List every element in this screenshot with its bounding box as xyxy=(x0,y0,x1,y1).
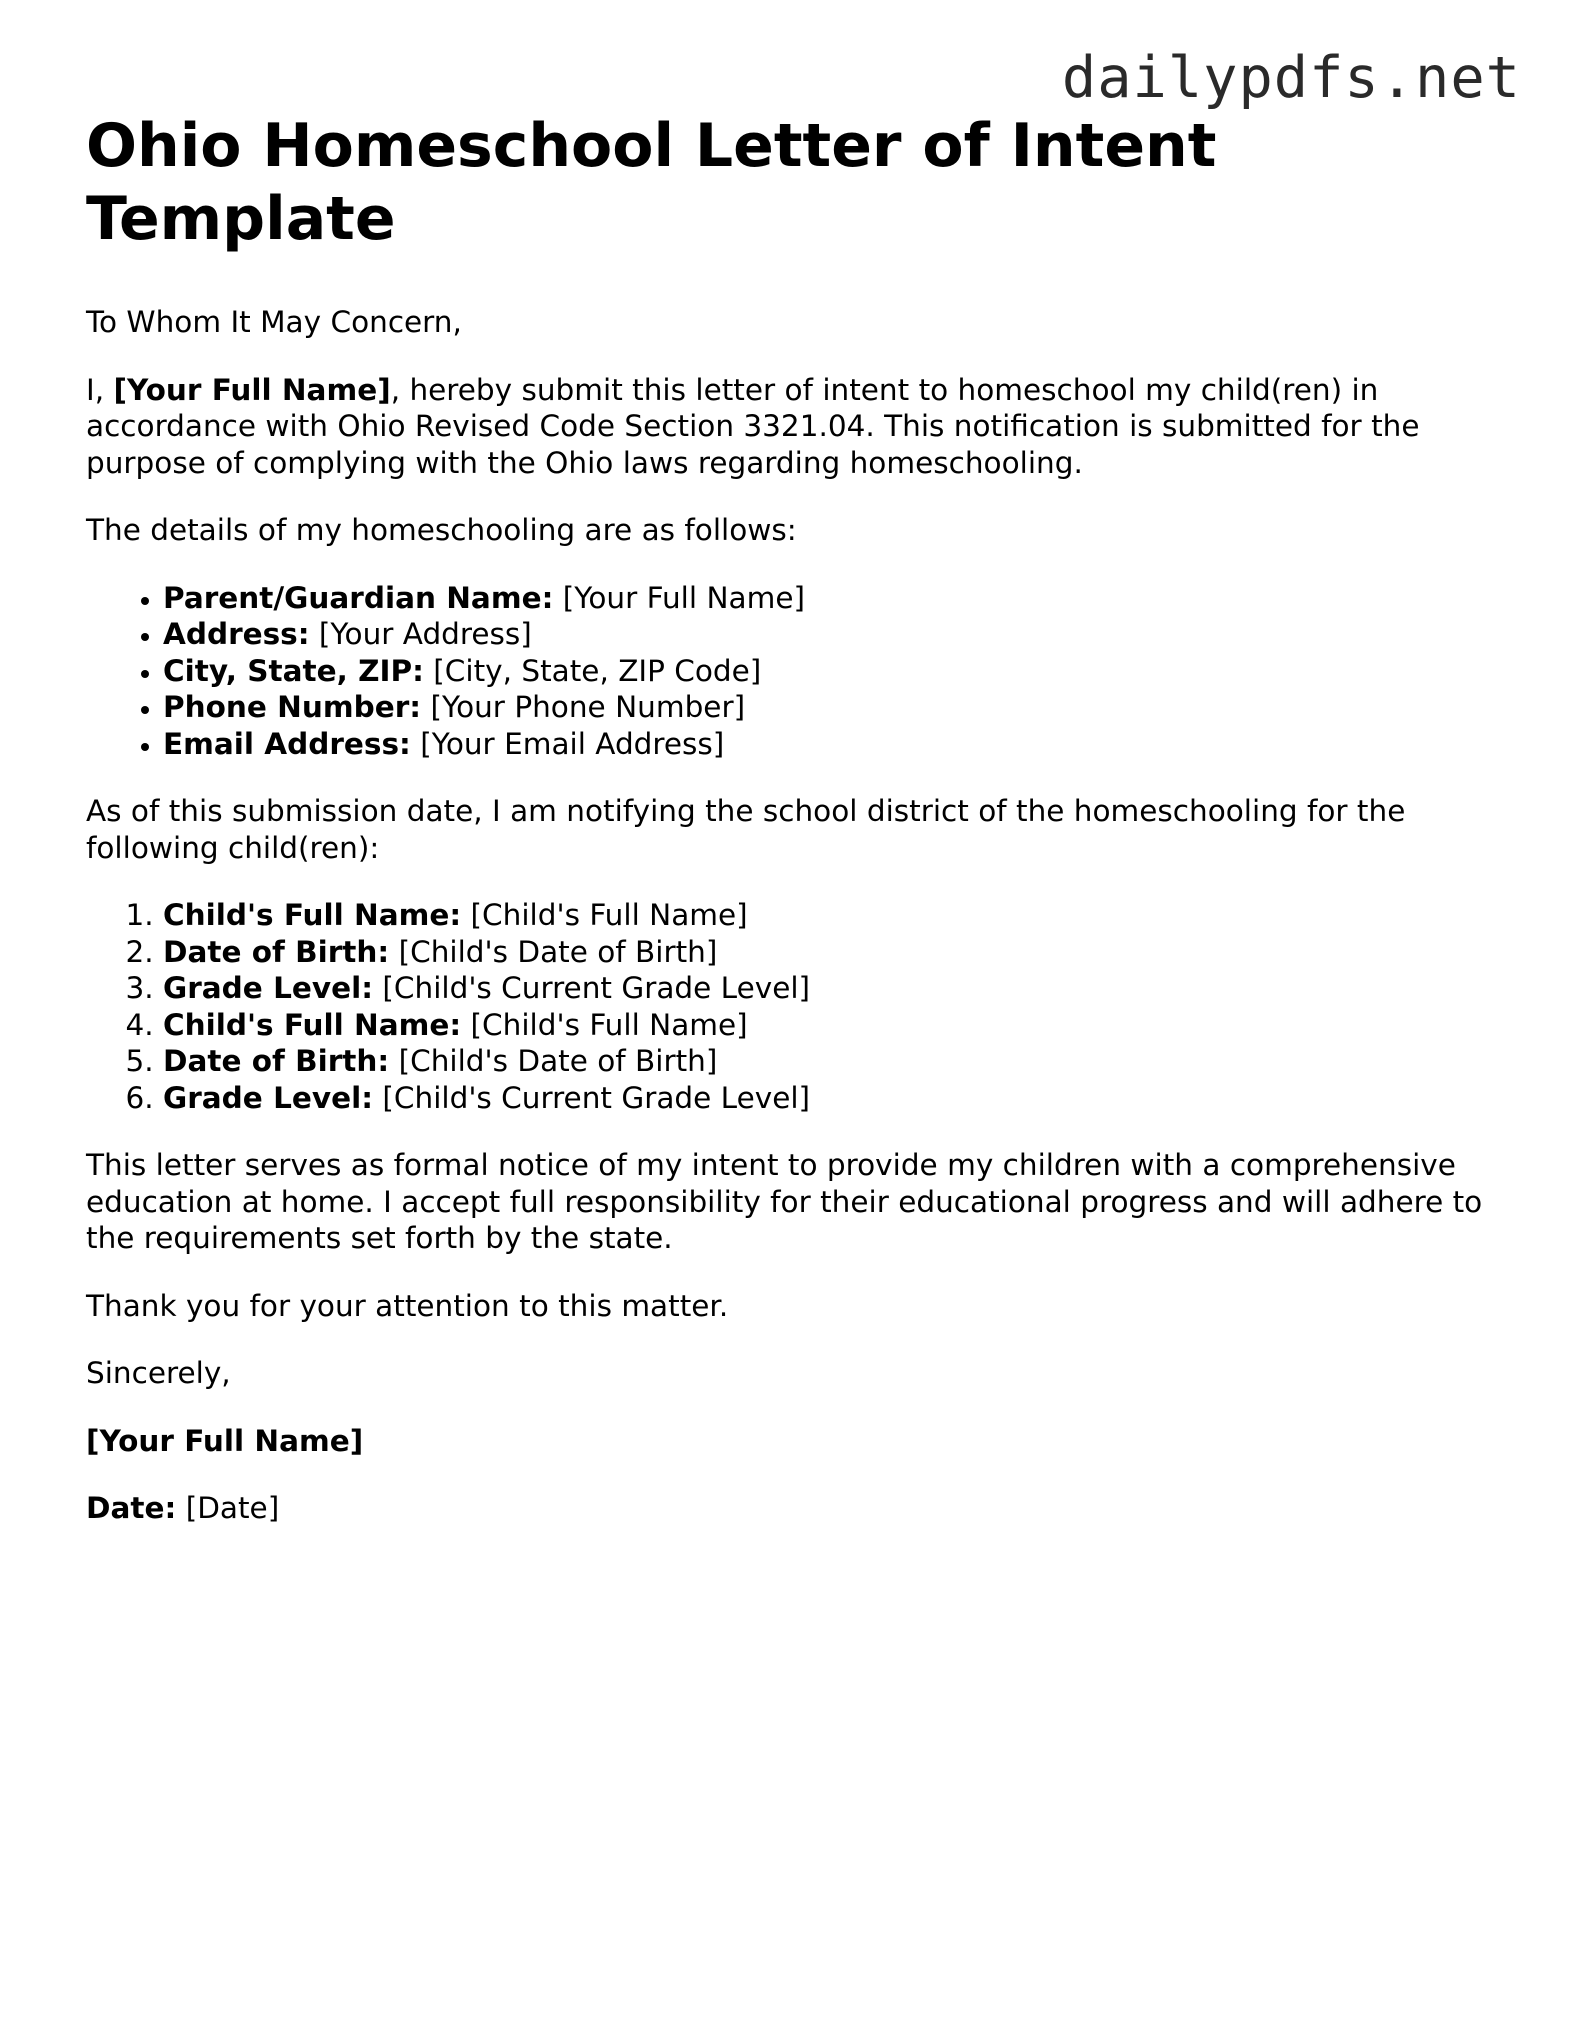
intro-paragraph xyxy=(86,372,1506,482)
detail-label: Phone Number: xyxy=(163,690,422,724)
detail-label: Address: xyxy=(163,617,310,651)
child-value: [Child's Date of Birth] xyxy=(389,1044,718,1078)
list-item-parent-name xyxy=(163,580,1506,617)
child-value: [Child's Current Grade Level] xyxy=(373,1080,811,1115)
notice-paragraph: This letter serves as formal notice of my intent to provide my children with a comprehensive education at home. I accept full responsibility for their educational progress and will adhere to the requirements set forth by the state. xyxy=(86,1148,1483,1255)
detail-value: [Your Email Address] xyxy=(410,726,725,761)
signature-placeholder xyxy=(86,1423,1506,1460)
date-label: Date: xyxy=(86,1491,177,1525)
list-item-child-grade xyxy=(163,1080,1506,1117)
intro-rest: , hereby submit this letter of intent to homeschool my child(ren) in accordance with Ohio Revised Code Section 3321.04. This notification is submitted for the purpose of complying with the Ohio laws regarding homeschooling. xyxy=(86,372,1420,480)
closing: Sincerely, xyxy=(86,1356,231,1390)
list-item-address xyxy=(163,616,1506,653)
page-title: Ohio Homeschool Letter of Intent Template xyxy=(86,111,1217,254)
watermark: dailypdfs.net xyxy=(1061,45,1521,111)
children-list xyxy=(86,897,1506,1116)
letter-body xyxy=(86,304,1506,1527)
details-intro: The details of my homeschooling are as follows: xyxy=(86,513,797,547)
detail-value: [City, State, ZIP Code] xyxy=(423,653,762,688)
detail-label: City, State, ZIP: xyxy=(163,653,424,688)
list-item-email xyxy=(163,726,1506,763)
list-item-child-name xyxy=(163,1007,1506,1044)
child-label: Grade Level: xyxy=(163,971,374,1005)
list-item-child-grade xyxy=(163,970,1506,1007)
details-list xyxy=(86,580,1506,763)
list-item-child-dob xyxy=(163,1043,1506,1080)
child-label: Date of Birth: xyxy=(163,1044,390,1078)
date-value: [Date] xyxy=(176,1491,280,1525)
signature-name: [Your Full Name] xyxy=(86,1423,364,1458)
letter-document xyxy=(86,110,1506,1527)
salutation: To Whom It May Concern, xyxy=(86,305,462,339)
child-label: Child's Full Name: xyxy=(163,898,462,932)
detail-label: Parent/Guardian Name: xyxy=(163,580,554,615)
date-line xyxy=(86,1490,1506,1527)
list-item-child-dob xyxy=(163,934,1506,971)
list-item-city-state-zip xyxy=(163,653,1506,690)
detail-label: Email Address: xyxy=(163,726,411,761)
thanks-paragraph: Thank you for your attention to this matter. xyxy=(86,1288,729,1323)
child-label: Grade Level: xyxy=(163,1080,374,1115)
child-value: [Child's Full Name] xyxy=(461,1007,748,1042)
intro-prefix: I, xyxy=(86,372,114,407)
detail-value: [Your Phone Number] xyxy=(421,690,746,724)
child-value: [Child's Full Name] xyxy=(461,898,748,932)
detail-value: [Your Address] xyxy=(309,617,532,651)
child-label: Date of Birth: xyxy=(163,934,390,969)
child-value: [Child's Date of Birth] xyxy=(389,934,718,969)
child-label: Child's Full Name: xyxy=(163,1007,462,1042)
child-value: [Child's Current Grade Level] xyxy=(373,971,811,1005)
list-item-child-name xyxy=(163,897,1506,934)
children-intro: As of this submission date, I am notifying the school district of the homeschooling for the following child(ren): xyxy=(86,794,1406,865)
detail-value: [Your Full Name] xyxy=(553,580,805,615)
list-item-phone xyxy=(163,689,1506,726)
intro-name-placeholder: [Your Full Name] xyxy=(113,372,391,407)
